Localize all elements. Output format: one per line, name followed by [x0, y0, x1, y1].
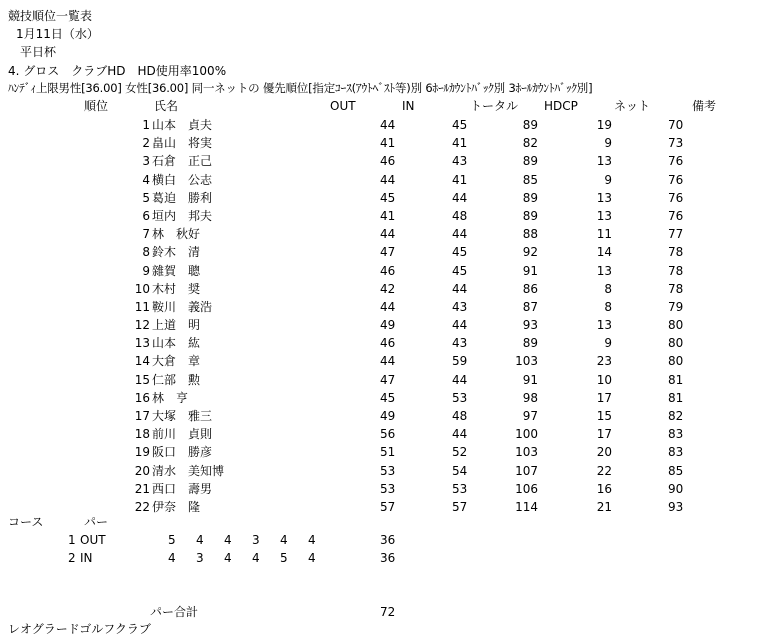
rank-cell: 10 [134, 281, 150, 296]
name-cell: 鈴木 清 [152, 245, 201, 260]
total-score-cell: 103 [515, 445, 538, 460]
name-cell: 西口 壽男 [152, 481, 213, 496]
rank-cell: 21 [134, 481, 150, 496]
total-score-cell: 89 [522, 118, 538, 132]
in-score-cell: 48 [452, 409, 468, 423]
net-score-cell: 80 [668, 318, 684, 333]
par-total-label: パー合計 [150, 605, 199, 619]
in-score-cell: 43 [452, 336, 468, 351]
hole-par: 4 [224, 551, 232, 565]
hdcp-cell: 11 [596, 227, 612, 242]
net-score-cell: 82 [668, 409, 684, 423]
net-score-cell: 73 [668, 136, 684, 151]
course-par-row [0, 533, 783, 548]
hdcp-cell: 8 [604, 281, 612, 296]
net-score-cell: 80 [668, 354, 684, 369]
in-score-cell: 44 [452, 190, 468, 205]
net-score-cell: 81 [668, 390, 684, 405]
hole-par: 4 [196, 533, 204, 547]
total-score-cell: 107 [515, 463, 538, 478]
rank-cell: 14 [134, 354, 150, 369]
in-score-cell: 43 [452, 299, 468, 314]
table-row [0, 482, 783, 500]
table-row [0, 136, 783, 154]
hole-par: 4 [308, 533, 316, 547]
category-line: 4. グロス クラブHD HD使用率100% [8, 64, 227, 78]
hdcp-cell: 13 [596, 208, 612, 223]
net-score-cell: 80 [668, 336, 684, 351]
report-date: 1月11日（水） [16, 27, 99, 41]
net-score-cell: 76 [668, 208, 684, 223]
rank-cell: 19 [134, 445, 150, 460]
net-score-cell: 76 [668, 154, 684, 169]
name-cell: 垣内 邦夫 [152, 208, 213, 223]
hdcp-cell: 20 [596, 445, 612, 460]
net-score-cell: 78 [668, 263, 684, 278]
course-number: 2 [68, 551, 76, 565]
out-score-cell: 45 [380, 190, 396, 205]
in-score-cell: 45 [452, 263, 468, 278]
rank-cell: 8 [142, 245, 150, 260]
table-row [0, 464, 783, 482]
table-row [0, 209, 783, 227]
hdcp-cell: 9 [604, 136, 612, 151]
in-score-cell: 44 [452, 427, 468, 442]
out-score-cell: 46 [380, 263, 396, 278]
event-name: 平日杯 [20, 45, 57, 59]
net-score-cell: 83 [668, 427, 684, 442]
name-cell: 雜賀 聰 [152, 263, 201, 278]
in-score-cell: 53 [452, 481, 468, 496]
hdcp-cell: 13 [596, 154, 612, 169]
net-score-cell: 77 [668, 227, 684, 242]
rank-cell: 17 [134, 409, 150, 423]
hdcp-cell: 16 [596, 481, 612, 496]
rank-cell: 5 [142, 190, 150, 205]
out-score-cell: 44 [380, 227, 396, 242]
total-score-cell: 89 [522, 336, 538, 351]
out-score-cell: 49 [380, 318, 396, 333]
par-total-value: 72 [380, 605, 396, 619]
total-score-cell: 86 [522, 281, 538, 296]
table-row [0, 154, 783, 172]
hdcp-cell: 13 [596, 190, 612, 205]
col-net-header: ネット [614, 99, 651, 113]
table-row [0, 354, 783, 372]
hdcp-cell: 14 [596, 245, 612, 260]
name-cell: 前川 貞則 [152, 427, 213, 442]
name-cell: 上道 明 [152, 318, 201, 333]
out-score-cell: 44 [380, 299, 396, 314]
total-score-cell: 88 [522, 227, 538, 242]
in-score-cell: 52 [452, 445, 468, 460]
hdcp-cell: 9 [604, 172, 612, 187]
out-score-cell: 57 [380, 499, 396, 514]
course-number: 1 [68, 533, 76, 547]
name-cell: 葛迫 勝利 [152, 190, 213, 205]
hdcp-cell: 19 [596, 118, 612, 132]
name-cell: 清水 美知博 [152, 463, 225, 478]
in-score-cell: 44 [452, 372, 468, 387]
in-score-cell: 54 [452, 463, 468, 478]
in-score-cell: 45 [452, 118, 468, 132]
name-cell: 林 秋好 [152, 227, 201, 242]
total-score-cell: 103 [515, 354, 538, 369]
table-row [0, 318, 783, 336]
out-score-cell: 49 [380, 409, 396, 423]
course-name: OUT [80, 533, 106, 547]
rank-cell: 12 [134, 318, 150, 333]
table-row [0, 373, 783, 391]
name-cell: 阪口 勝彦 [152, 445, 213, 460]
course-label: コース [8, 515, 44, 529]
in-score-cell: 44 [452, 281, 468, 296]
hole-par: 4 [224, 533, 232, 547]
out-score-cell: 41 [380, 136, 396, 151]
in-score-cell: 43 [452, 154, 468, 169]
total-score-cell: 100 [515, 427, 538, 442]
table-row [0, 173, 783, 191]
rank-cell: 6 [142, 208, 150, 223]
out-score-cell: 53 [380, 481, 396, 496]
out-score-cell: 46 [380, 336, 396, 351]
in-score-cell: 41 [452, 172, 468, 187]
hdcp-cell: 17 [596, 427, 612, 442]
table-row [0, 391, 783, 409]
col-rank-header: 順位 [84, 99, 109, 113]
name-cell: 石倉 正己 [152, 154, 213, 169]
col-hdcp-header: HDCP [544, 99, 578, 113]
report-title: 競技順位一覧表 [8, 9, 93, 23]
col-out-header: OUT [330, 99, 356, 113]
hole-par: 5 [280, 551, 288, 565]
name-cell: 畠山 将実 [152, 136, 213, 151]
out-score-cell: 45 [380, 390, 396, 405]
rank-cell: 4 [142, 172, 150, 187]
col-in-header: IN [402, 99, 415, 113]
name-cell: 林 亨 [152, 390, 189, 405]
total-score-cell: 106 [515, 481, 538, 496]
name-cell: 大塚 雅三 [152, 409, 213, 423]
hole-par: 4 [308, 551, 316, 565]
hdcp-cell: 15 [596, 409, 612, 423]
total-score-cell: 89 [522, 208, 538, 223]
table-row [0, 500, 783, 518]
club-name: レオグラードゴルフクラブ [8, 622, 151, 636]
rank-cell: 16 [134, 390, 150, 405]
out-score-cell: 47 [380, 245, 396, 260]
net-score-cell: 76 [668, 190, 684, 205]
net-score-cell: 81 [668, 372, 684, 387]
total-score-cell: 87 [522, 299, 538, 314]
out-score-cell: 44 [380, 172, 396, 187]
col-total-header: トータル [470, 99, 519, 113]
total-score-cell: 92 [522, 245, 538, 260]
total-score-cell: 98 [522, 390, 538, 405]
name-cell: 伊奈 隆 [152, 499, 201, 514]
in-score-cell: 45 [452, 245, 468, 260]
in-score-cell: 44 [452, 227, 468, 242]
name-cell: 山本 貞夫 [152, 118, 213, 132]
table-row [0, 191, 783, 209]
rank-cell: 18 [134, 427, 150, 442]
course-name: IN [80, 551, 93, 565]
out-score-cell: 46 [380, 154, 396, 169]
par-label: パー [84, 515, 109, 529]
col-remarks-header: 備考 [692, 99, 717, 113]
course-par-total: 36 [380, 551, 396, 565]
table-row [0, 445, 783, 463]
rank-cell: 2 [142, 136, 150, 151]
table-row [0, 118, 783, 136]
rank-cell: 20 [134, 463, 150, 478]
out-score-cell: 44 [380, 354, 396, 369]
rank-cell: 3 [142, 154, 150, 169]
rank-cell: 1 [142, 118, 150, 132]
name-cell: 横白 公志 [152, 172, 213, 187]
hdcp-cell: 10 [596, 372, 612, 387]
hole-par: 5 [168, 533, 176, 547]
table-row [0, 282, 783, 300]
net-score-cell: 90 [668, 481, 684, 496]
hole-par: 4 [280, 533, 288, 547]
hdcp-cell: 13 [596, 318, 612, 333]
col-name-header: 氏名 [154, 99, 179, 113]
in-score-cell: 57 [452, 499, 468, 514]
out-score-cell: 56 [380, 427, 396, 442]
total-score-cell: 97 [522, 409, 538, 423]
in-score-cell: 59 [452, 354, 468, 369]
rank-cell: 22 [134, 499, 150, 514]
in-score-cell: 44 [452, 318, 468, 333]
in-score-cell: 41 [452, 136, 468, 151]
total-score-cell: 89 [522, 190, 538, 205]
hdcp-cell: 9 [604, 336, 612, 351]
net-score-cell: 70 [668, 118, 684, 132]
total-score-cell: 114 [515, 499, 538, 514]
name-cell: 木村 奨 [152, 281, 201, 296]
ranking-table [0, 118, 783, 518]
net-score-cell: 83 [668, 445, 684, 460]
out-score-cell: 51 [380, 445, 396, 460]
conditions-line: ﾊﾝﾃﾞｨ上限男性[36.00] 女性[36.00] 同一ネットの 優先順位[指定ｺｰｽ(ｱｳﾄﾍﾞｽﾄ等)別 6ﾎｰﾙｶｳﾝﾄﾊﾞｯｸ別 3ﾎｰﾙｶｳﾝﾄﾊﾞｯｸ別] [8, 81, 593, 95]
course-par-row [0, 551, 783, 566]
table-row [0, 409, 783, 427]
rank-cell: 11 [134, 299, 150, 314]
table-row [0, 336, 783, 354]
course-par-total: 36 [380, 533, 396, 547]
in-score-cell: 48 [452, 208, 468, 223]
name-cell: 仁部 勲 [152, 372, 201, 387]
name-cell: 大倉 章 [152, 354, 201, 369]
out-score-cell: 47 [380, 372, 396, 387]
net-score-cell: 78 [668, 245, 684, 260]
net-score-cell: 78 [668, 281, 684, 296]
rank-cell: 7 [142, 227, 150, 242]
net-score-cell: 93 [668, 499, 684, 514]
hdcp-cell: 22 [596, 463, 612, 478]
in-score-cell: 53 [452, 390, 468, 405]
table-row [0, 300, 783, 318]
out-score-cell: 41 [380, 208, 396, 223]
hdcp-cell: 8 [604, 299, 612, 314]
rank-cell: 15 [134, 372, 150, 387]
table-row [0, 264, 783, 282]
hdcp-cell: 13 [596, 263, 612, 278]
hdcp-cell: 17 [596, 390, 612, 405]
hole-par: 3 [196, 551, 204, 565]
table-row [0, 427, 783, 445]
hole-par: 4 [252, 551, 260, 565]
total-score-cell: 89 [522, 154, 538, 169]
out-score-cell: 53 [380, 463, 396, 478]
net-score-cell: 85 [668, 463, 684, 478]
name-cell: 鞍川 義浩 [152, 299, 213, 314]
out-score-cell: 44 [380, 118, 396, 132]
net-score-cell: 79 [668, 299, 684, 314]
rank-cell: 13 [134, 336, 150, 351]
name-cell: 山本 紘 [152, 336, 201, 351]
total-score-cell: 91 [522, 263, 538, 278]
hdcp-cell: 23 [596, 354, 612, 369]
out-score-cell: 42 [380, 281, 396, 296]
hole-par: 4 [168, 551, 176, 565]
table-row [0, 245, 783, 263]
net-score-cell: 76 [668, 172, 684, 187]
total-score-cell: 91 [522, 372, 538, 387]
total-score-cell: 82 [522, 136, 538, 151]
total-score-cell: 85 [522, 172, 538, 187]
hole-par: 3 [252, 533, 260, 547]
table-row [0, 227, 783, 245]
rank-cell: 9 [142, 263, 150, 278]
total-score-cell: 93 [522, 318, 538, 333]
hdcp-cell: 21 [596, 499, 612, 514]
